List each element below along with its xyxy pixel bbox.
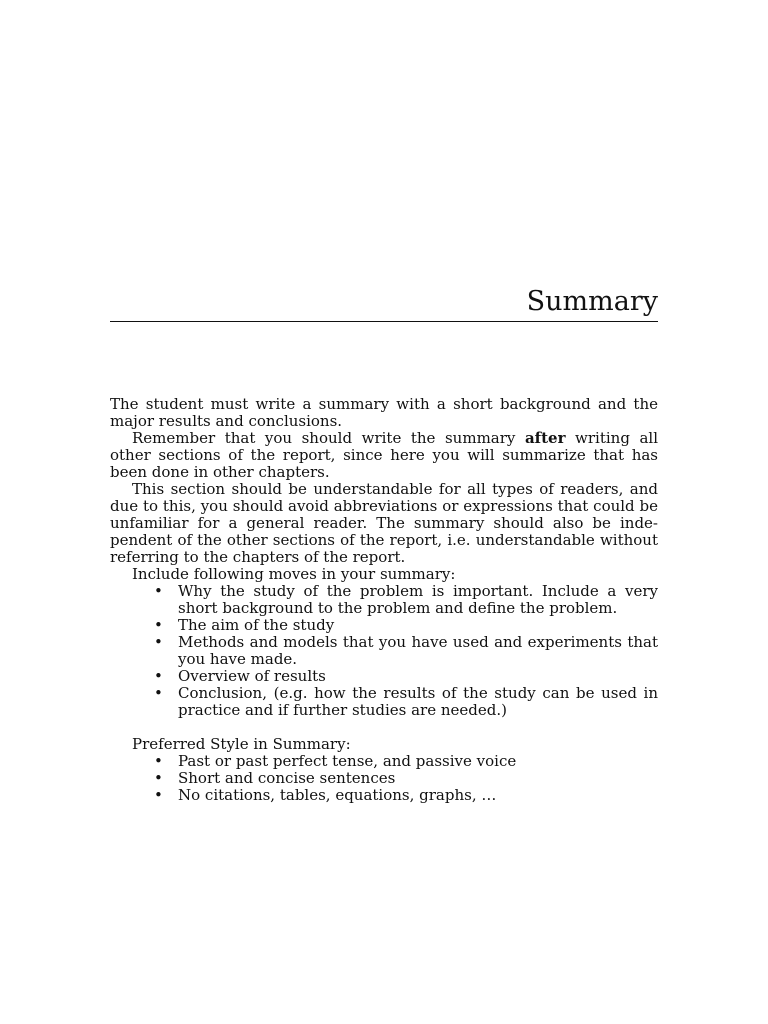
summary-body	[110, 396, 658, 804]
bullet-icon: •	[154, 769, 163, 787]
style-list-item	[154, 769, 658, 787]
moves-list	[110, 583, 658, 719]
bullet-icon: •	[154, 616, 163, 634]
remember-paragraph	[110, 430, 658, 481]
style-intro: Preferred Style in Summary:	[132, 735, 351, 753]
document-page	[110, 0, 658, 1024]
moves-item-text: Methods and models that you have used and experiments that you have made.	[178, 633, 658, 668]
moves-item-text: The aim of the study	[178, 616, 335, 634]
bullet-icon: •	[154, 752, 163, 770]
moves-list-item	[154, 667, 658, 685]
moves-intro: Include following moves in your summary:	[132, 565, 456, 583]
title-rule	[110, 321, 658, 322]
moves-list-item	[154, 616, 658, 634]
style-item-text: Short and concise sentences	[178, 769, 396, 787]
remember-text-start: Remember that you should write the summary	[132, 429, 525, 447]
moves-item-text: Overview of results	[178, 667, 326, 685]
bullet-icon: •	[154, 667, 163, 685]
intro-paragraph: The student must write a summary with a short background and the major results and conclusions.	[110, 395, 658, 430]
section-spacer	[110, 719, 658, 736]
bullet-icon: •	[154, 786, 163, 804]
moves-list-item	[154, 582, 658, 617]
bullet-icon: •	[154, 633, 163, 651]
style-list-item	[154, 752, 658, 770]
bullet-icon: •	[154, 582, 163, 600]
moves-item-text: Conclusion, (e.g. how the results of the study can be used in practice and if further studies are needed.)	[178, 684, 658, 719]
understandable-paragraph: This section should be understandable for all types of readers, and due to this, you should avoid abbreviations or expressions that could be unfamiliar for a general reader. The summary should also be inde-pendent of the other sections of the report, i.e. understandable without referring to the chapters of the report.	[110, 480, 658, 566]
style-list	[110, 753, 658, 804]
bullet-icon: •	[154, 684, 163, 702]
chapter-title: Summary	[526, 286, 658, 317]
remember-bold-word: after	[524, 429, 566, 447]
style-item-text: Past or past perfect tense, and passive voice	[178, 752, 517, 770]
moves-list-item	[154, 633, 658, 668]
remember-text-end: writing all other sections of the report, since here you will summarize that has been done in other chapters.	[110, 429, 659, 481]
style-item-text: No citations, tables, equations, graphs, …	[178, 786, 497, 804]
style-list-item	[154, 786, 658, 804]
moves-item-text: Why the study of the problem is important. Include a very short background to the problem and define the problem.	[178, 582, 658, 617]
moves-list-item	[154, 684, 658, 719]
